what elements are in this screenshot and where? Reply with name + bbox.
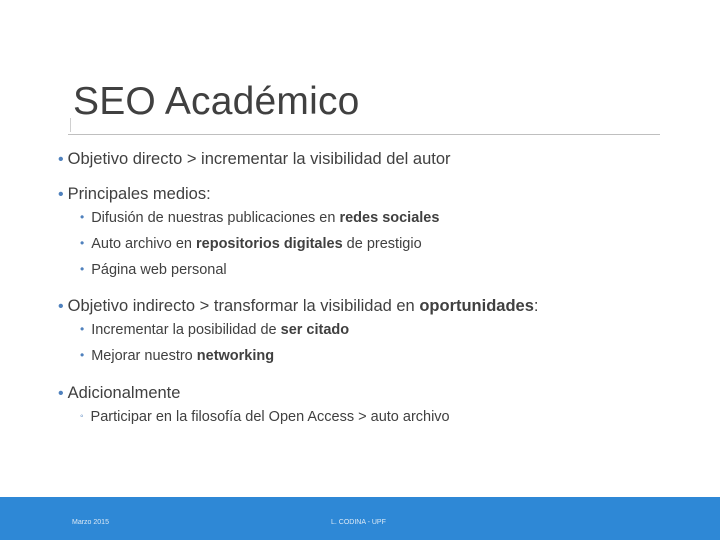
bullet-icon: • (80, 322, 85, 336)
bullet-icon: • (58, 151, 64, 168)
bullet-text: Adicionalmente (67, 384, 181, 402)
bullet-bold-text: networking (196, 348, 275, 364)
bullet-bold-text: repositorios digitales (196, 236, 343, 252)
title-divider (68, 134, 660, 135)
sub-bullet-open-access (80, 409, 450, 425)
bullet-text: Principales medios: (67, 185, 211, 203)
bullet-objetivo-indirecto (58, 297, 539, 316)
bullet-objetivo-directo (58, 150, 451, 169)
bullet-text: de prestigio (342, 236, 422, 252)
slide-title: SEO Académico (73, 80, 360, 123)
bullet-text: Página web personal (91, 262, 227, 278)
bullet-principales-medios (58, 185, 211, 204)
bullet-icon: • (80, 210, 85, 224)
sub-bullet-pagina-web (80, 262, 227, 278)
sub-bullet-ser-citado (80, 322, 349, 338)
bullet-text: Mejorar nuestro (91, 348, 197, 364)
bullet-bold-text: redes sociales (339, 210, 440, 226)
bullet-text: Participar en la filosofía del Open Access > auto archivo (90, 409, 450, 425)
bullet-icon: • (80, 348, 85, 362)
bullet-icon: • (58, 186, 64, 203)
footer-date: Marzo 2015 (72, 519, 109, 526)
sub-bullet-repositorios (80, 236, 422, 252)
bullet-text: Auto archivo en (91, 236, 196, 252)
bullet-text: Difusión de nuestras publicaciones en (91, 210, 340, 226)
title-accent-line (70, 118, 71, 132)
sub-bullet-networking (80, 348, 274, 364)
ring-bullet-icon: ◦ (80, 411, 84, 422)
bullet-text: Incrementar la posibilidad de (91, 322, 281, 338)
bullet-icon: • (58, 298, 64, 315)
bullet-adicionalmente (58, 384, 180, 403)
bullet-text: Objetivo directo > incrementar la visibilidad del autor (67, 150, 451, 168)
bullet-icon: • (58, 385, 64, 402)
bullet-text: : (533, 297, 539, 315)
bullet-bold-text: oportunidades (419, 297, 534, 315)
bullet-text: Objetivo indirecto > transformar la visibilidad en (67, 297, 420, 315)
bullet-icon: • (80, 262, 85, 276)
bullet-icon: • (80, 236, 85, 250)
footer-author: L. CODINA - UPF (331, 519, 386, 526)
sub-bullet-redes-sociales (80, 210, 439, 226)
bullet-bold-text: ser citado (280, 322, 350, 338)
